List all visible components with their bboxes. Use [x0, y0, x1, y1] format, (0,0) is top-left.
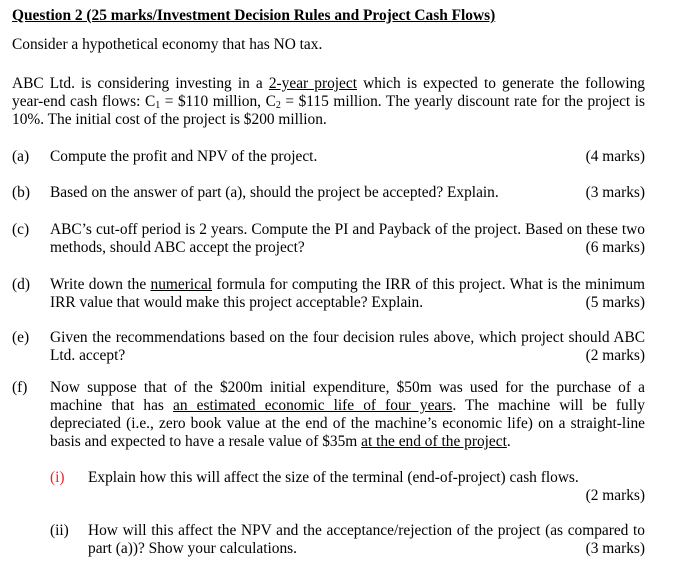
marks: (3 marks) [585, 184, 645, 201]
question-label: (e) [12, 329, 30, 346]
subquestion-text: Explain how this will affect the size of the terminal (end-of-project) cash flows. [88, 469, 579, 486]
marks: (6 marks) [585, 239, 645, 256]
underlined-end-of-project: at the end of the project [361, 433, 507, 450]
intro-no-tax: Consider a hypothetical economy that has NO tax. [12, 36, 323, 53]
marks: (5 marks) [585, 294, 645, 311]
marks: (3 marks) [585, 540, 645, 557]
question-title: Question 2 (25 marks/Investment Decision Rules and Project Cash Flows) [12, 7, 496, 24]
marks: (2 marks) [585, 487, 645, 504]
intro-project-description: ABC Ltd. is considering investing in a 2-year project which is expected to generate the following year-end cash flows: $C_1$ = $110 million, $C_2$ = $115 million. The yearly discount rate for the project is 10%. The initial cost of the project is $200 million. [12, 75, 646, 128]
question-text: Given the recommendations based on the four decision rules above, which project should ABC Ltd. accept? [50, 329, 645, 364]
underlined-2-year-project: 2-year project [268, 75, 357, 92]
question-text: Compute the profit and NPV of the project. [50, 148, 318, 165]
question-label: (a) [12, 148, 30, 165]
question-label: (b) [12, 184, 30, 201]
marks: (2 marks) [585, 347, 645, 364]
underlined-numerical: numerical [150, 276, 213, 293]
question-label: (d) [12, 276, 30, 293]
question-document: Question 2 (25 marks/Investment Decision Rules and Project Cash Flows) Consider a hypothetical economy that has NO tax. ABC Ltd. is considering investing in a 2-year project which is expected to generate the following year-end cash flows: $C_1$ = $110 million, $C_2$ = $115 million. The yearly discount rate for the project is 10%. The initial cost of the project is $200 million. (a) (4 marks) Compute the profit and NPV of the project. (b) (3 marks) Based on the answer of part (a), should the project be accepted? Explain. (c) ABC’s cut-off period is 2 years. Compute the PI and Payback of the project. Based on these two methods, should ABC accept the project? (6 marks) (d) Write down the numerical formula for computing the IRR of this project. What is the minimum IRR value that would make this project acceptable? Explain. (5 marks) (e) Given the recommendations based on the four decision rules above, which project should ABC Ltd. accept? (2 marks) (f) Now suppose that of the $200m initial expenditure, $50m was used for the purchase of a machine that has an estimated economic life of four years. The machine will be fully depreciated (i.e., zero book value at the end of the machine’s economic life) on a straight-line basis and expected to have a resale value of $35m at the end of the project. (i) Explain how this will affect the size of the terminal (end-of-project) cash flows. (2 marks) (ii) How will this affect the NPV and the acceptance/rejection of the project (as compared to part (a))? Show your calculations. (3 marks) [12, 7, 646, 557]
question-label: (f) [12, 379, 28, 396]
subquestion-label: (ii) [50, 522, 69, 539]
subquestion-label: (i) [50, 469, 65, 486]
marks: (4 marks) [585, 148, 645, 165]
subquestion-text: How will this affect the NPV and the acceptance/rejection of the project (as compared to part (a))? Show your calculations. [88, 522, 645, 557]
question-text: Based on the answer of part (a), should the project be accepted? Explain. [50, 184, 499, 201]
underlined-economic-life: an estimated economic life of four years [173, 397, 453, 414]
question-text: ABC’s cut-off period is 2 years. Compute the PI and Payback of the project. Based on these two methods, should ABC accept the project? [50, 221, 645, 256]
question-label: (c) [12, 221, 30, 238]
